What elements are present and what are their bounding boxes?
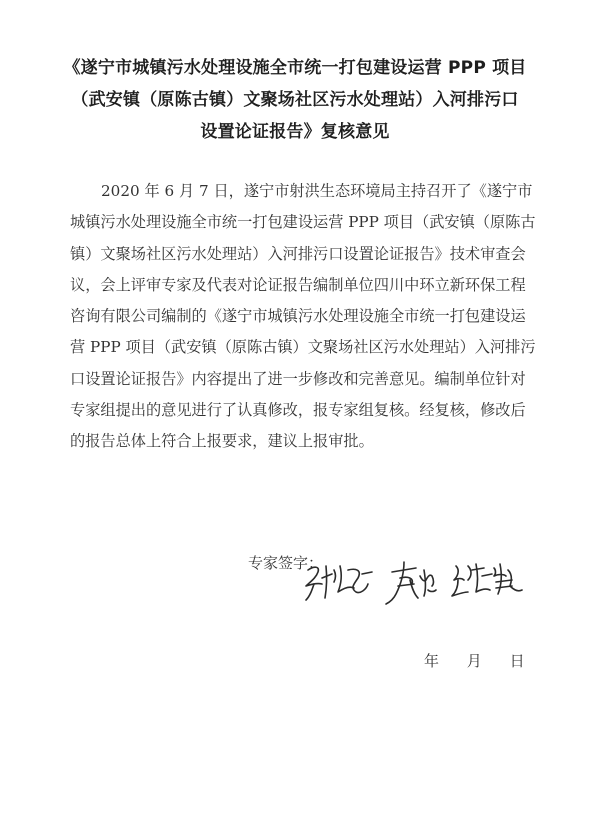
body-line-8: 专家组提出的意见进行了认真修改，报专家组复核。经复核，修改后 — [70, 401, 526, 420]
signature-2 — [386, 562, 436, 604]
document-body — [70, 176, 536, 458]
signature-3 — [452, 564, 522, 596]
handwritten-signatures — [300, 556, 540, 606]
body-line-1: 2020 年 6 月 7 日，遂宁市射洪生态环境局主持召开了《遂宁市 — [101, 182, 533, 200]
signature-label: 专家签字： — [248, 554, 324, 572]
title-line-3: 设置论证报告》复核意见 — [200, 122, 390, 142]
title-line-2: （武安镇（原陈古镇）文聚场社区污水处理站）入河排污口 — [71, 90, 519, 110]
title-line-1: 《遂宁市城镇污水处理设施全市统一打包建设运营 PPP 项目 — [63, 58, 527, 78]
date-year-label: 年 — [424, 652, 440, 670]
body-line-7: 口设置论证报告》内容提出了进一步修改和完善意见。编制单位针对 — [70, 369, 526, 388]
date-day-label: 日 — [509, 652, 525, 670]
signature-1 — [306, 566, 372, 600]
body-line-3: 镇）文聚场社区污水处理站）入河排污口设置论证报告》技术审查会 — [70, 244, 526, 263]
body-line-6: 营 PPP 项目（武安镇（原陈古镇）文聚场社区污水处理站）入河排污 — [70, 338, 536, 357]
body-line-2: 城镇污水处理设施全市统一打包建设运营 PPP 项目（武安镇（原陈古 — [70, 213, 536, 232]
body-line-5: 咨询有限公司编制的《遂宁市城镇污水处理设施全市统一打包建设运 — [70, 307, 526, 326]
body-line-4: 议，会上评审专家及代表对论证报告编制单位四川中环立新环保工程 — [70, 275, 526, 294]
date-month-label: 月 — [466, 652, 482, 670]
body-line-9: 的报告总体上符合上报要求，建议上报审批。 — [70, 432, 374, 451]
document-title — [40, 52, 550, 148]
date-line — [424, 650, 525, 671]
